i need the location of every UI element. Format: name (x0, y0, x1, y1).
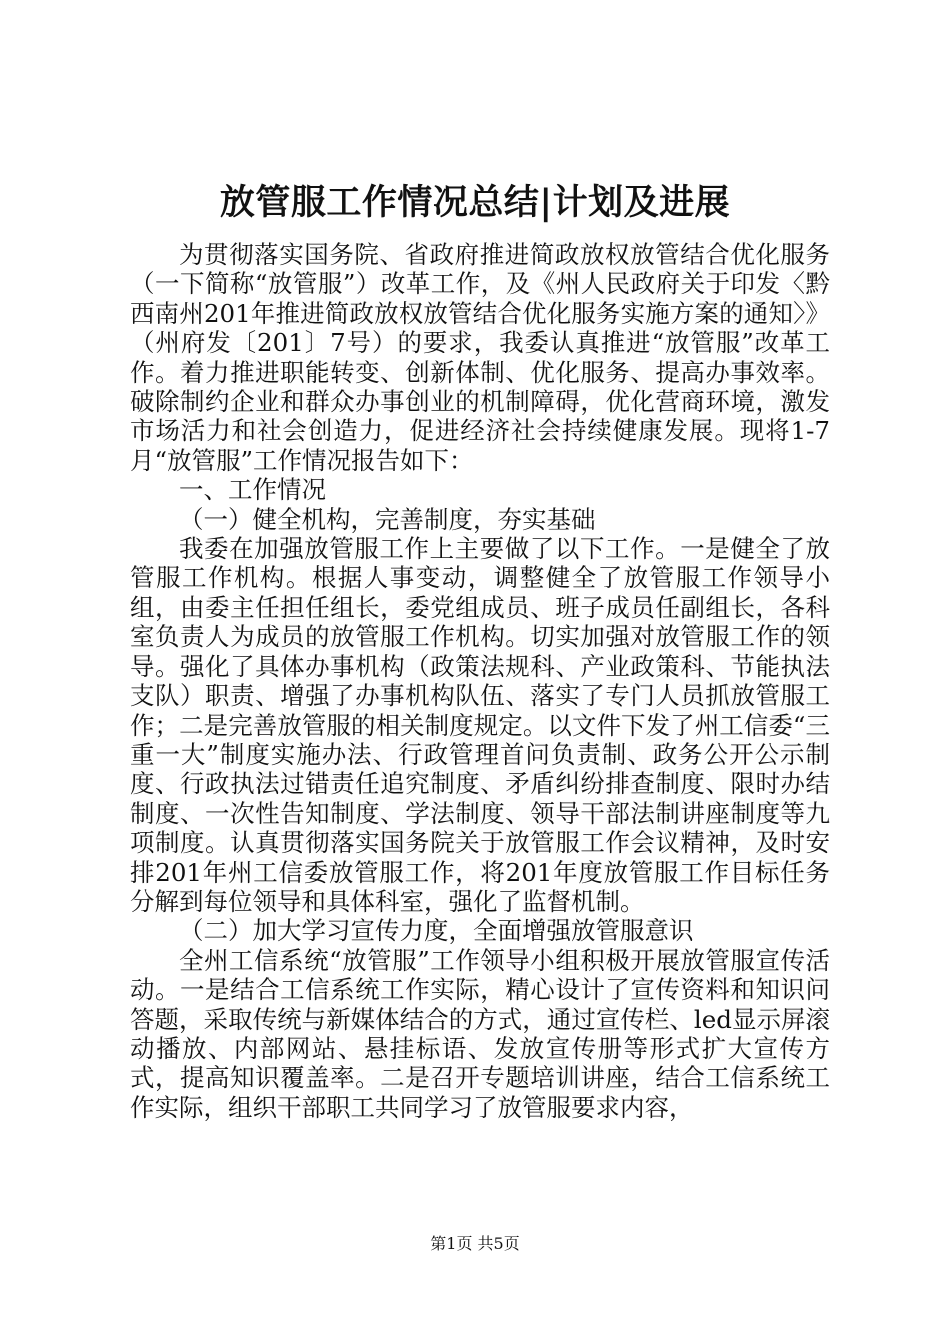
paragraph-institutions: 我委在加强放管服工作上主要做了以下工作。一是健全了放管服工作机构。根据人事变动，调整健全了放管服工作领导小组，由委主任担任组长，委党组成员、班子成员任副组长，各科室负责人为成员的放管服工作机构。切实加强对放管服工作的领导。强化了具体办事机构（政策法规科、产业政策科、节能执法支队）职责、增强了办事机构队伍、落实了专门人员抓放管服工作；二是完善放管服的相关制度规定。以文件下发了州工信委“三重一大”制度实施办法、行政管理首问负责制、政务公开公示制度、行政执法过错责任追究制度、矛盾纠纷排查制度、限时办结制度、一次性告知制度、学法制度、领导干部法制讲座制度等九项制度。认真贯彻落实国务院关于放管服工作会议精神，及时安排201年州工信委放管服工作，将201年度放管服工作目标任务分解到每位领导和具体科室，强化了监督机制。 (130, 534, 830, 916)
section-heading-1: 一、工作情况 (179, 475, 326, 505)
subsection-heading-1: （一）健全机构，完善制度，夯实基础 (179, 504, 596, 534)
document-title: 放管服工作情况总结|计划及进展 (219, 182, 731, 223)
paragraph-publicity: 全州工信系统“放管服”工作领导小组积极开展放管服宣传活动。一是结合工信系统工作实际，精心设计了宣传资料和知识问答题，采取传统与新媒体结合的方式，通过宣传栏、led显示屏滚动播放、内部网站、悬挂标语、发放宣传册等形式扩大宣传方式，提高知识覆盖率。二是召开专题培训讲座，结合工信系统工作实际，组织干部职工共同学习了放管服要求内容， (130, 945, 830, 1122)
paragraph-intro: 为贯彻落实国务院、省政府推进简政放权放管结合优化服务（一下简称“放管服”）改革工作，及《州人民政府关于印发〈黔西南州201年推进简政放权放管结合优化服务实施方案的通知〉》（州府发〔201〕7号）的要求，我委认真推进“放管服”改革工作。着力推进职能转变、创新体制、优化服务、提高办事效率。破除制约企业和群众办事创业的机制障碍，优化营商环境，激发市场活力和社会创造力，促进经济社会持续健康发展。现将1-7月“放管服”工作情况报告如下： (130, 240, 830, 475)
document-body (130, 240, 830, 1122)
subsection-heading-2: （二）加大学习宣传力度，全面增强放管服意识 (179, 916, 694, 946)
page-number-footer: 第1页 共5页 (430, 1234, 520, 1253)
